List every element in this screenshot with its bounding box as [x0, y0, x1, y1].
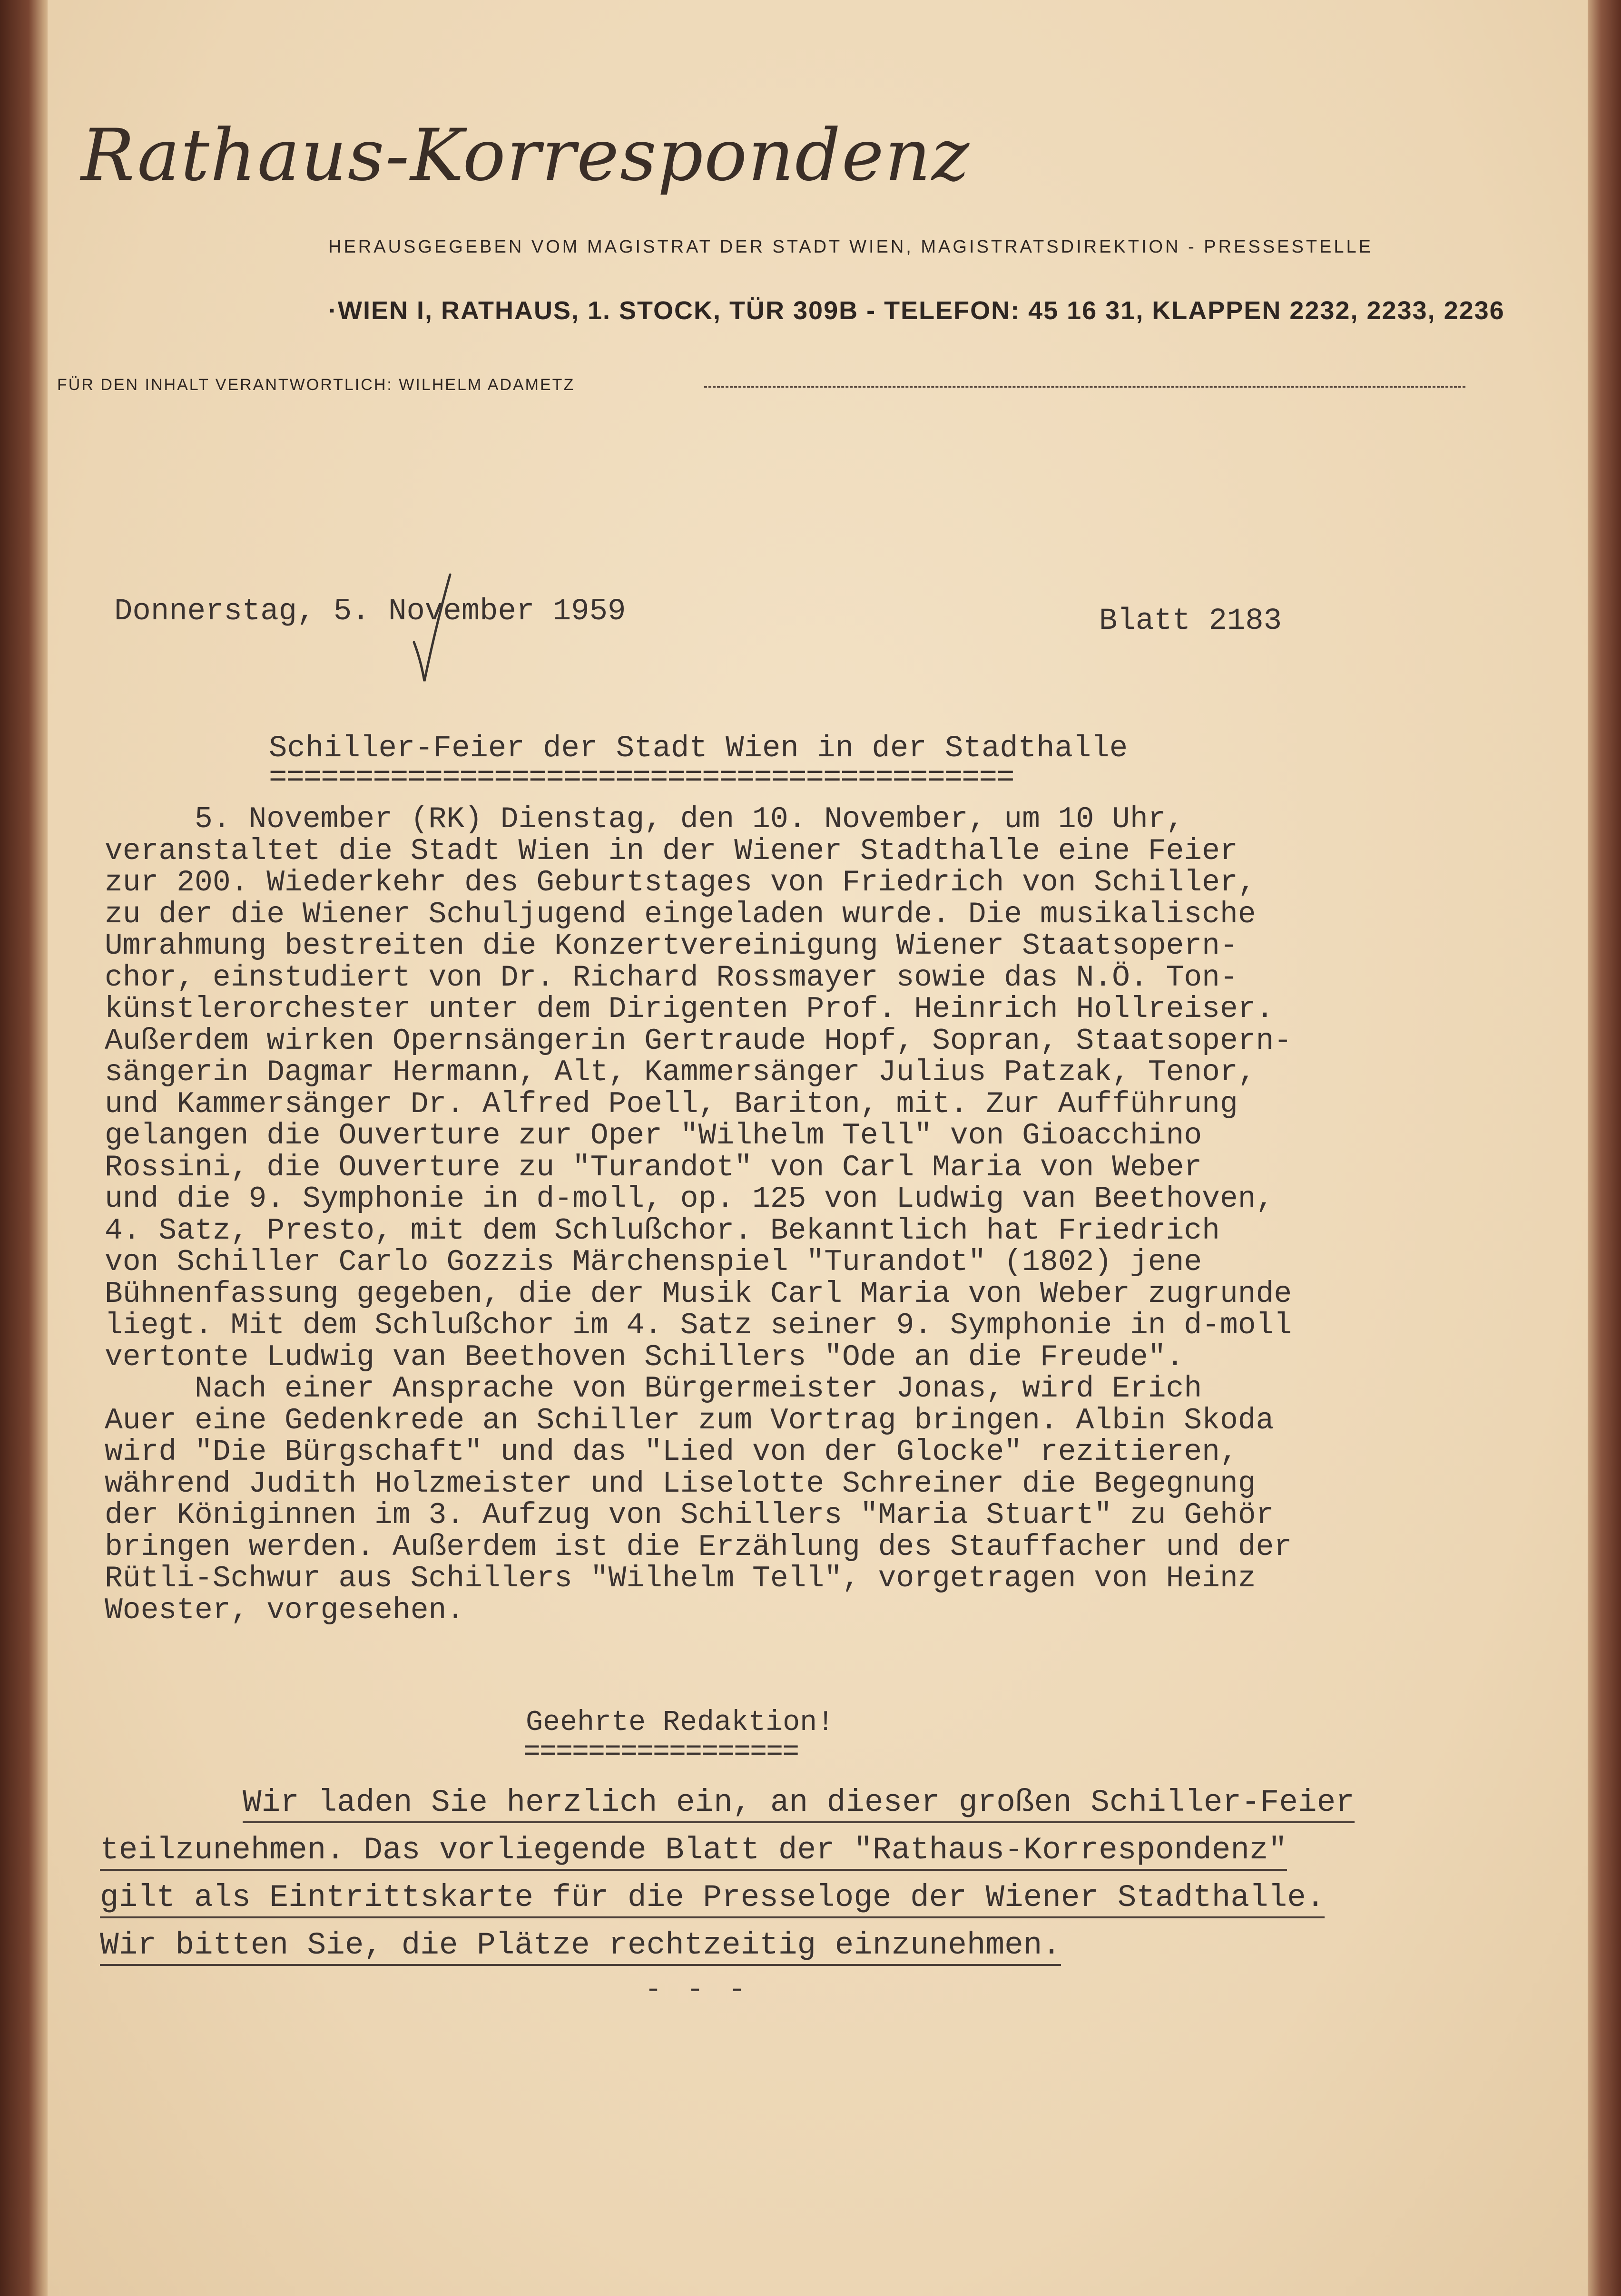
article-line: zu der die Wiener Schuljugend eingeladen wurde. Die musikalische — [105, 897, 1256, 931]
article-line: von Schiller Carlo Gozzis Märchenspiel "Turandot" (1802) jene — [105, 1245, 1202, 1279]
book-binding-right — [1588, 0, 1621, 2296]
article-line: zur 200. Wiederkehr des Geburtstages von Friedrich von Schiller, — [105, 866, 1256, 899]
article-line: Woester, vorgesehen. — [105, 1593, 465, 1627]
article-line: während Judith Holzmeister und Liselotte Schreiner die Begegnung — [105, 1466, 1256, 1501]
article-line: Rossini, die Ouverture zu "Turandot" von Carl Maria von Weber — [105, 1150, 1202, 1184]
article-line: künstlerorchester unter dem Dirigenten Prof. Heinrich Hollreiser. — [105, 992, 1274, 1026]
article-line: veranstaltet die Stadt Wien in der Wiener Stadthalle eine Feier — [105, 834, 1238, 868]
handwritten-check-mark — [409, 571, 452, 685]
article-line: Umrahmung bestreiten die Konzertvereinigung Wiener Staatsopern- — [105, 929, 1238, 963]
article-line: Außerdem wirken Opernsängerin Gertraude Hopf, Sopran, Staatsopern- — [105, 1024, 1292, 1058]
article-line: bringen werden. Außerdem ist die Erzählung des Stauffacher und der — [105, 1530, 1292, 1564]
responsible-rule — [704, 386, 1465, 388]
responsible-line: FÜR DEN INHALT VERANTWORTLICH: WILHELM ADAMETZ — [57, 376, 575, 394]
closing-line: gilt als Eintrittskarte für die Presseloge der Wiener Stadthalle. — [100, 1880, 1325, 1918]
date-line: Donnerstag, 5. November 1959 — [114, 595, 626, 629]
article-line: gelangen die Ouverture zur Oper "Wilhelm Tell" von Gioacchino — [105, 1119, 1202, 1153]
article-line: sängerin Dagmar Hermann, Alt, Kammersänger Julius Patzak, Tenor, — [105, 1055, 1256, 1089]
article-line: Bühnenfassung gegeben, die der Musik Carl Maria von Weber zugrunde — [105, 1277, 1292, 1311]
sheet-number: Blatt 2183 — [1099, 604, 1282, 638]
closing-heading: Geehrte Redaktion! — [526, 1707, 835, 1739]
article-line: wird "Die Bürgschaft" und das "Lied von der Glocke" rezitieren, — [105, 1435, 1238, 1469]
article-line: vertonte Ludwig van Beethoven Schillers "Ode an die Freude". — [105, 1340, 1184, 1374]
book-binding-left — [0, 0, 52, 2296]
publisher-line: HERAUSGEGEBEN VOM MAGISTRAT DER STADT WIEN, MAGISTRATSDIREKTION - PRESSESTELLE — [328, 237, 1373, 257]
article-line: und die 9. Symphonie in d-moll, op. 125 von Ludwig van Beethoven, — [105, 1182, 1274, 1216]
article-line: und Kammersänger Dr. Alfred Poell, Bariton, mit. Zur Aufführung — [105, 1087, 1238, 1121]
article-line: liegt. Mit dem Schlußchor im 4. Satz seiner 9. Symphonie in d-moll — [105, 1309, 1292, 1342]
masthead-title: Rathaus-Korrespondenz — [81, 114, 971, 197]
article-line: Nach einer Ansprache von Bürgermeister Jonas, wird Erich — [105, 1372, 1202, 1406]
article-line: 5. November (RK) Dienstag, den 10. November, um 10 Uhr, — [105, 802, 1184, 836]
article-line: der Königinnen im 3. Aufzug von Schillers "Maria Stuart" zu Gehör — [105, 1498, 1274, 1532]
closing-heading-rule: ================= — [523, 1736, 799, 1768]
article-line: Rütli-Schwur aus Schillers "Wilhelm Tell", vorgetragen von Heinz — [105, 1562, 1256, 1595]
article-line: 4. Satz, Presto, mit dem Schlußchor. Bekanntlich hat Friedrich — [105, 1213, 1220, 1248]
article-line: Auer eine Gedenkrede an Schiller zum Vortrag bringen. Albin Skoda — [105, 1403, 1274, 1437]
article-title: Schiller-Feier der Stadt Wien in der Stadthalle — [269, 732, 1128, 766]
end-mark: - - - — [645, 1974, 750, 2006]
closing-line: Wir bitten Sie, die Plätze rechtzeitig einzunehmen. — [100, 1927, 1061, 1966]
closing-line: teilzunehmen. Das vorliegende Blatt der "Rathaus-Korrespondenz" — [100, 1832, 1287, 1871]
article-body — [105, 804, 1465, 1626]
closing-line: Wir laden Sie herzlich ein, an dieser großen Schiller-Feier — [243, 1785, 1355, 1823]
closing-body — [100, 1779, 1480, 1969]
address-line: ·WIEN I, RATHAUS, 1. STOCK, TÜR 309B - TELEFON: 45 16 31, KLAPPEN 2232, 2233, 2236 — [328, 296, 1505, 325]
article-line: chor, einstudiert von Dr. Richard Rossmayer sowie das N.Ö. Ton- — [105, 960, 1238, 995]
article-title-rule: =========================================== — [269, 761, 1014, 795]
